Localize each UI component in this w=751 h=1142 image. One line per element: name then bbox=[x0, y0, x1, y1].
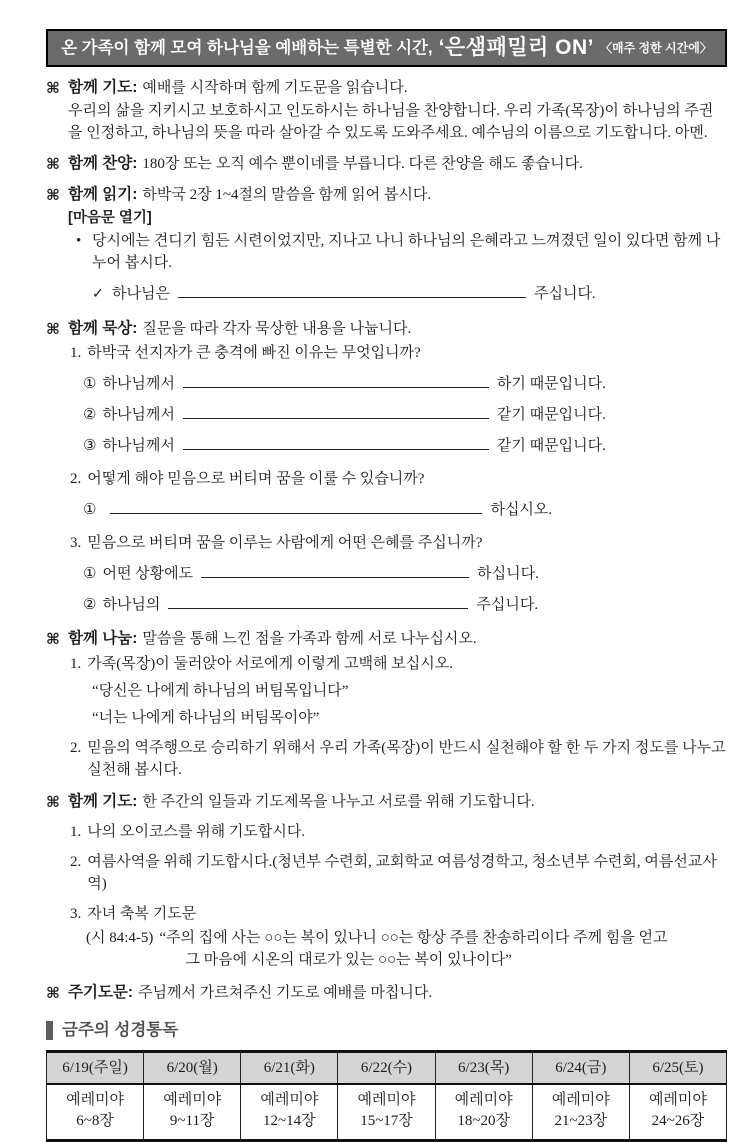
section-title: 함께 찬양: bbox=[68, 155, 138, 172]
item-number: 1. bbox=[70, 656, 82, 672]
question-text: 믿음으로 버티며 꿈을 이루는 사람에게 어떤 은혜를 주십니까? bbox=[87, 535, 483, 551]
circled-number: ② bbox=[83, 407, 97, 423]
confession-quote: “너는 나에게 하나님의 버팀목이야” bbox=[92, 710, 320, 726]
fill-in-line bbox=[46, 283, 727, 306]
verse-line: 그 마음에 시온의 대로가 있는 ○○는 복이 있나이다” bbox=[185, 952, 512, 968]
table-cell: 예레미야 6~8장 bbox=[47, 1084, 144, 1141]
item-number: 1. bbox=[70, 824, 82, 840]
blank-line bbox=[110, 499, 482, 514]
bible-reading-table bbox=[46, 1050, 727, 1142]
section-intro: 예배를 시작하며 함께 기도문을 읽습니다. bbox=[142, 80, 408, 96]
table-row bbox=[47, 1084, 727, 1141]
check-icon: ✓ bbox=[92, 287, 104, 302]
table-header-cell: 6/24(금) bbox=[532, 1052, 629, 1084]
table-header-cell: 6/19(주일) bbox=[47, 1052, 144, 1084]
table-cell: 예레미야 15~17장 bbox=[338, 1084, 435, 1141]
section-reading bbox=[46, 184, 727, 306]
heading-bar-icon bbox=[46, 1021, 53, 1040]
section-lords-prayer bbox=[46, 982, 727, 1004]
sharing-item-1: 1. 가족(목장)이 둘러앉아 서로에게 이렇게 고백해 보십시오. bbox=[46, 653, 727, 675]
table-cell: 예레미야 9~11장 bbox=[144, 1084, 241, 1141]
blank-line bbox=[183, 373, 489, 388]
answer-line: ① 어떤 상황에도 하십니다. bbox=[70, 563, 727, 585]
section-prayer-open bbox=[46, 77, 727, 144]
answer-line: ② 하나님께서 같기 때문입니다. bbox=[70, 404, 727, 426]
section-intro: 질문을 따라 각자 묵상한 내용을 나눕니다. bbox=[142, 321, 412, 337]
blank-line bbox=[168, 594, 468, 609]
question-text: 어떻게 해야 믿음으로 버티며 꿈을 이룰 수 있습니까? bbox=[87, 471, 425, 487]
banner-title: 온 가족이 함께 모여 하나님을 예배하는 특별한 시간, bbox=[61, 39, 433, 57]
blank-line bbox=[183, 404, 489, 419]
command-icon: ⌘ bbox=[46, 630, 60, 648]
section-intro: 하박국 2장 1~4절의 말씀을 함께 읽어 봅시다. bbox=[142, 187, 432, 203]
question-number: 3. bbox=[70, 535, 82, 551]
sharing-prompt: • 당시에는 견디기 힘든 시련이었지만, 지나고 나니 하나님의 은혜라고 느껴졌던 일이 있다면 함께 나누어 봅시다. bbox=[46, 230, 727, 274]
section-intro: 180장 또는 오직 예수 뿐이네를 부릅니다. 다른 찬양을 해도 좋습니다. bbox=[142, 156, 583, 172]
command-icon: ⌘ bbox=[46, 984, 60, 1002]
section-title: 주기도문: bbox=[68, 984, 134, 1001]
command-icon: ⌘ bbox=[46, 155, 60, 173]
fill-suffix: 주십니다. bbox=[533, 286, 596, 302]
command-icon: ⌘ bbox=[46, 320, 60, 338]
verse-reference: (시 84:4-5) bbox=[86, 930, 154, 946]
table-cell: 예레미야 18~20장 bbox=[435, 1084, 532, 1141]
prayer-item-1: 1. 나의 오이코스를 위해 기도합시다. bbox=[46, 821, 727, 843]
question-1 bbox=[46, 342, 727, 457]
answer-line: ① 하나님께서 하기 때문입니다. bbox=[70, 373, 727, 395]
circled-number: ② bbox=[83, 597, 97, 613]
circled-number: ① bbox=[83, 566, 97, 582]
bullet-icon: • bbox=[76, 233, 82, 249]
question-3 bbox=[46, 532, 727, 616]
section-title: 함께 나눔: bbox=[68, 630, 138, 647]
confession-quote: “당신은 나에게 하나님의 버팀목입니다” bbox=[92, 683, 349, 699]
opening-prayer-text: 우리의 삶을 지키시고 보호하시고 인도하시는 하나님을 찬양합니다. 우리 가족(목장)이 하나님의 주권을 인정하고, 하나님의 뜻을 따라 살아갈 수 있도록 도와주세요. 예수님의 이름으로 기도합니다. 아멘. bbox=[68, 103, 714, 141]
section-praise bbox=[46, 153, 727, 175]
table-cell: 예레미야 24~26장 bbox=[629, 1084, 726, 1141]
blank-line bbox=[201, 563, 469, 578]
section-sharing bbox=[46, 628, 727, 781]
item-number: 3. bbox=[70, 906, 82, 922]
section-meditation bbox=[46, 318, 727, 616]
question-number: 2. bbox=[70, 471, 82, 487]
verse-line: “주의 집에 사는 ○○는 복이 있나니 ○○는 항상 주를 찬송하리이다 주께 힘을 얻고 bbox=[159, 930, 668, 946]
banner bbox=[46, 29, 727, 67]
item-number: 2. bbox=[70, 854, 82, 870]
question-text: 하박국 선지자가 큰 충격에 빠진 이유는 무엇입니까? bbox=[87, 345, 421, 361]
section-title: 함께 기도: bbox=[68, 793, 138, 810]
table-header-cell: 6/22(수) bbox=[338, 1052, 435, 1084]
question-2 bbox=[46, 468, 727, 521]
command-icon: ⌘ bbox=[46, 186, 60, 204]
table-header-cell: 6/20(월) bbox=[144, 1052, 241, 1084]
answer-line: ② 하나님의 주십니다. bbox=[70, 594, 727, 616]
table-header-cell: 6/23(목) bbox=[435, 1052, 532, 1084]
section-prayer-week bbox=[46, 791, 727, 971]
open-heart-subheading: [마음문 열기] bbox=[68, 210, 152, 226]
table-cell: 예레미야 21~23장 bbox=[532, 1084, 629, 1141]
section-title: 함께 기도: bbox=[68, 79, 138, 96]
blank-line bbox=[183, 435, 489, 450]
banner-brand: ‘은샘패밀리 ON’ bbox=[438, 36, 594, 59]
answer-line: ① 하십시오. bbox=[70, 499, 727, 521]
section-title: 함께 묵상: bbox=[68, 320, 138, 337]
table-header-cell: 6/21(화) bbox=[241, 1052, 338, 1084]
section-title: 함께 읽기: bbox=[68, 186, 138, 203]
command-icon: ⌘ bbox=[46, 793, 60, 811]
circled-number: ① bbox=[83, 502, 97, 518]
answer-line: ③ 하나님께서 같기 때문입니다. bbox=[70, 435, 727, 457]
section-intro: 주님께서 가르쳐주신 기도로 예배를 마칩니다. bbox=[138, 985, 433, 1001]
banner-note: 〈매주 정한 시간에〉 bbox=[600, 41, 712, 55]
question-number: 1. bbox=[70, 345, 82, 361]
blessing-verse bbox=[46, 927, 727, 971]
table-cell: 예레미야 12~14장 bbox=[241, 1084, 338, 1141]
circled-number: ① bbox=[83, 376, 97, 392]
prayer-item-3: 3. 자녀 축복 기도문 bbox=[46, 903, 727, 925]
circled-number: ③ bbox=[83, 438, 97, 454]
table-header-cell: 6/25(토) bbox=[629, 1052, 726, 1084]
sharing-item-2: 2. 믿음의 역주행으로 승리하기 위해서 우리 가족(목장)이 반드시 실천해야 할 한 두 가지 정도를 나누고 실천해 봅시다. bbox=[46, 737, 727, 781]
blank-line bbox=[178, 283, 526, 298]
command-icon: ⌘ bbox=[46, 79, 60, 97]
prayer-item-2: 2. 여름사역을 위해 기도합시다.(청년부 수련회, 교회학교 여름성경학고, 청소년부 수련회, 여름선교사역) bbox=[46, 851, 727, 895]
item-number: 2. bbox=[70, 740, 82, 756]
bible-reading-heading: 금주의 성경통독 bbox=[46, 1019, 727, 1041]
section-intro: 한 주간의 일들과 기도제목을 나누고 서로를 위해 기도합니다. bbox=[142, 794, 535, 810]
fill-prefix: 하나님은 bbox=[112, 286, 170, 302]
table-header-row bbox=[47, 1052, 727, 1084]
section-intro: 말씀을 통해 느낀 점을 가족과 함께 서로 나누십시오. bbox=[142, 631, 477, 647]
